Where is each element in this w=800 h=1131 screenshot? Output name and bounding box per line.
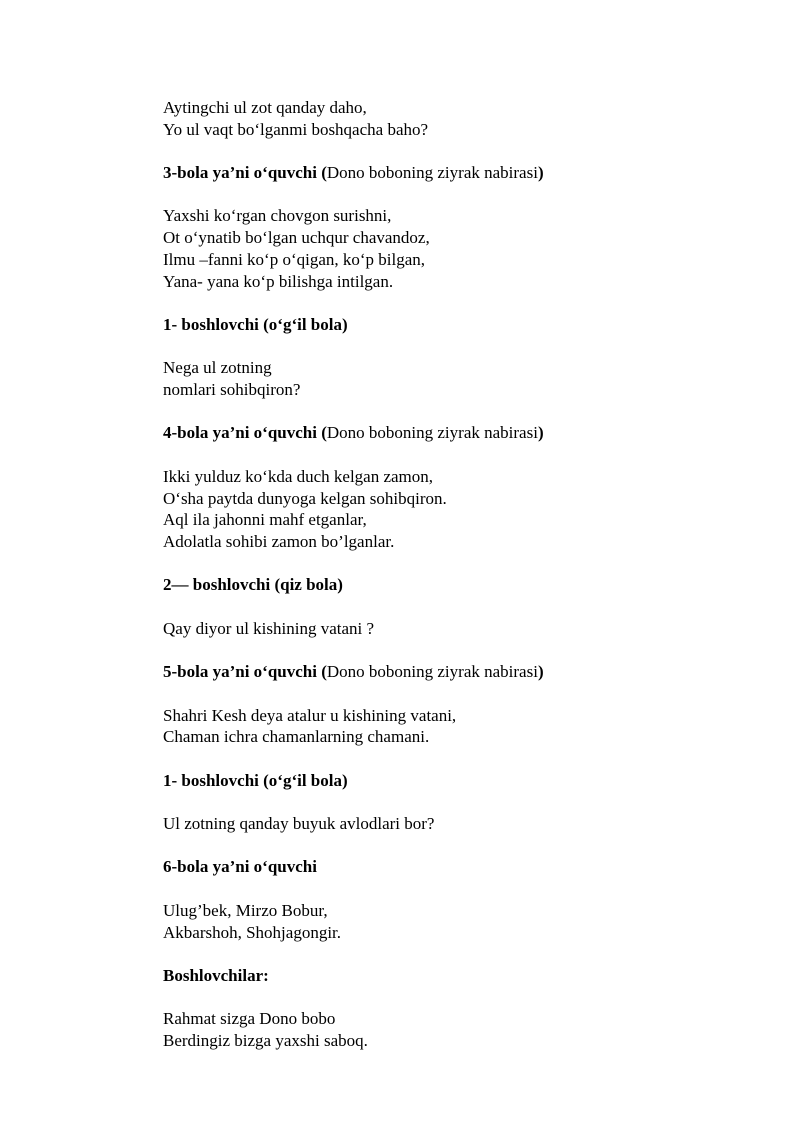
verse-line: Aql ila jahonni mahf etganlar,: [163, 510, 367, 530]
verse-line: Ul zotning qanday buyuk avlodlari bor?: [163, 814, 435, 834]
speaker-heading: 1- boshlovchi (o‘g‘il bola): [163, 314, 348, 334]
verse-line: Aytingchi ul zot qanday daho,: [163, 98, 367, 117]
speaker-heading: 1- boshlovchi (o‘g‘il bola): [163, 770, 348, 790]
verse-line: Ot o‘ynatib bo‘lgan uchqur chavandoz,: [163, 228, 430, 248]
speaker-heading: 2— boshlovchi (qiz bola): [163, 575, 343, 595]
speaker-heading: 4-bola ya’ni o‘quvchi (Dono boboning ziyrak nabirasi): [163, 423, 544, 443]
verse-line: Adolatla sohibi zamon bo’lganlar.: [163, 531, 395, 551]
verse-line: Qay diyor ul kishining vatani ?: [163, 618, 375, 638]
document-page: [163, 97, 763, 1052]
verse-line: Nega ul zotning: [163, 358, 272, 378]
verse-line: nomlari sohibqiron?: [163, 380, 301, 400]
verse-line: Shahri Kesh deya atalur u kishining vatani,: [163, 705, 457, 725]
verse-line: Yo ul vaqt bo‘lganmi boshqacha baho?: [163, 119, 429, 139]
verse-line: Yana- yana ko‘p bilishga intilgan.: [163, 271, 394, 291]
verse-line: Rahmat sizga Dono bobo: [163, 1009, 336, 1029]
speaker-heading: 6-bola ya’ni o‘quvchi: [163, 857, 317, 877]
verse-line: Ilmu –fanni ko‘p o‘qigan, ko‘p bilgan,: [163, 249, 426, 269]
speaker-heading: 3-bola ya’ni o‘quvchi (Dono boboning ziyrak nabirasi): [163, 163, 544, 183]
verse-line: Akbarshoh, Shohjagongir.: [163, 922, 342, 942]
verse-line: Yaxshi ko‘rgan chovgon surishni,: [163, 206, 392, 226]
verse-line: Chaman ichra chamanlarning chamani.: [163, 727, 430, 747]
verse-line: O‘sha paytda dunyoga kelgan sohibqiron.: [163, 488, 447, 508]
verse-line: Berdingiz bizga yaxshi saboq.: [163, 1030, 368, 1050]
verse-line: Ikki yulduz ko‘kda duch kelgan zamon,: [163, 466, 434, 486]
speaker-heading: Boshlovchilar:: [163, 965, 269, 985]
speaker-heading: 5-bola ya’ni o‘quvchi (Dono boboning ziyrak nabirasi): [163, 662, 544, 682]
verse-line: Ulug’bek, Mirzo Bobur,: [163, 900, 328, 920]
